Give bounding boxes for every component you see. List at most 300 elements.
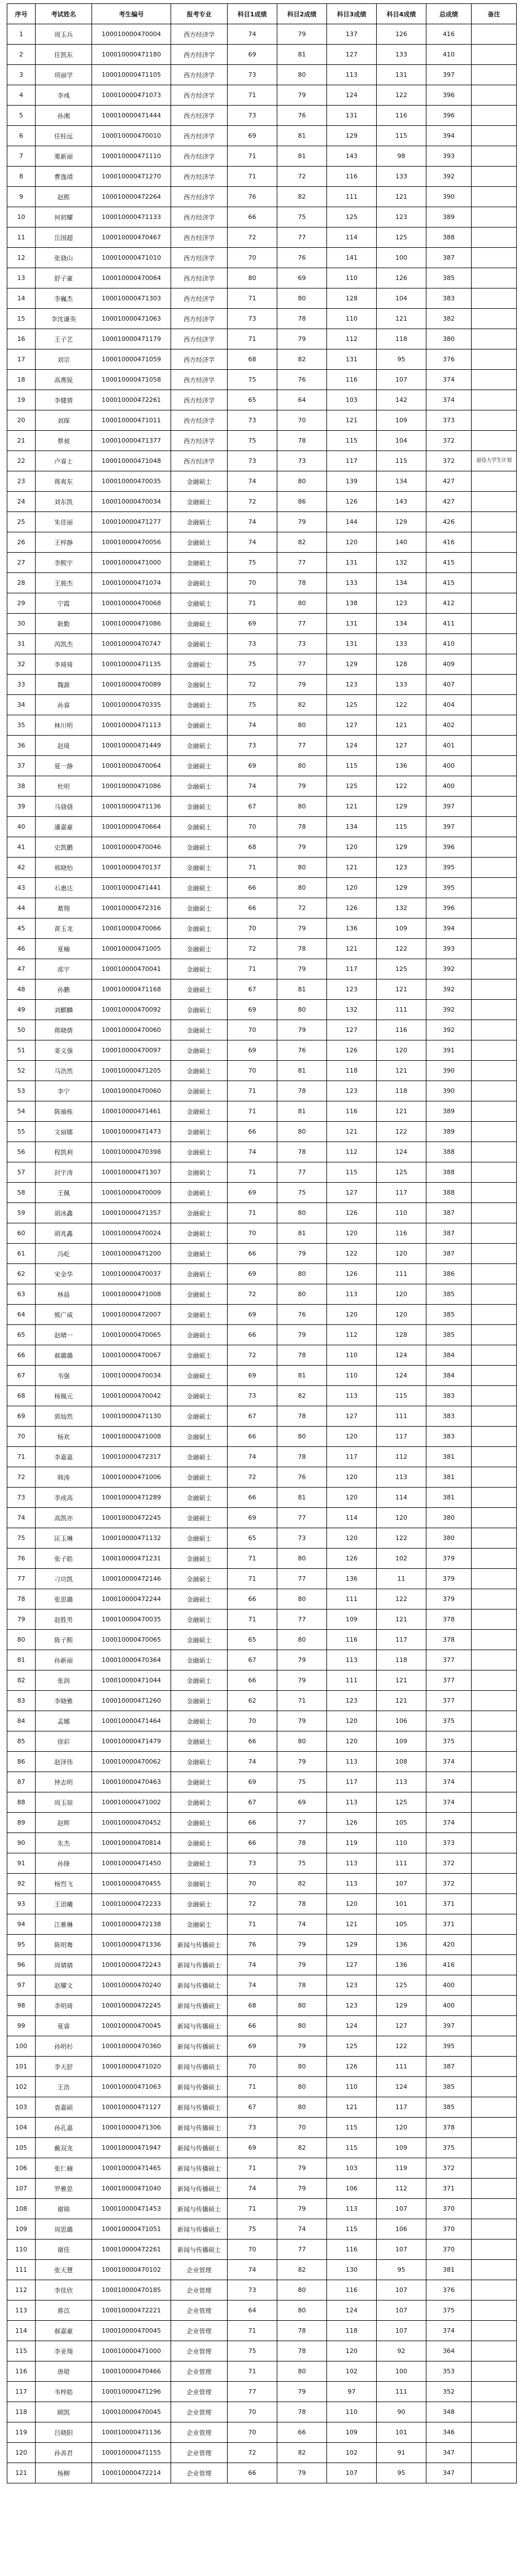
cell-total: 400 (426, 1975, 472, 1996)
table-row (7, 2280, 517, 2301)
cell-major: 金融硕士 (171, 1203, 228, 1223)
cell-note (472, 410, 517, 431)
cell-subject3: 129 (327, 654, 377, 675)
cell-subject2: 75 (277, 207, 327, 228)
cell-major: 金融硕士 (171, 1223, 228, 1244)
cell-id: 100010000470664 (92, 817, 171, 837)
cell-subject2: 78 (277, 1081, 327, 1101)
col-subject2-header: 科目2成绩 (277, 4, 327, 24)
cell-note (472, 1203, 517, 1223)
table-body (7, 24, 517, 2483)
cell-note (472, 1589, 517, 1610)
cell-seq: 75 (7, 1528, 36, 1549)
table-row (7, 532, 517, 553)
table-row (7, 898, 517, 919)
cell-subject4: 121 (377, 715, 426, 736)
cell-total: 387 (426, 2057, 472, 2077)
cell-subject1: 66 (228, 878, 277, 898)
cell-note (472, 959, 517, 979)
cell-total: 372 (426, 1853, 472, 1874)
cell-note (472, 390, 517, 410)
table-row (7, 939, 517, 959)
cell-subject3: 127 (327, 1183, 377, 1203)
cell-total: 372 (426, 451, 472, 471)
cell-name: 孟娜 (36, 1711, 92, 1731)
cell-name: 孙善君 (36, 2443, 92, 2463)
cell-total: 375 (426, 2301, 472, 2321)
cell-seq: 8 (7, 167, 36, 187)
cell-name: 姜义强 (36, 1040, 92, 1061)
table-row (7, 451, 517, 471)
cell-seq: 13 (7, 268, 36, 288)
cell-seq: 115 (7, 2341, 36, 2361)
cell-major: 金融硕士 (171, 959, 228, 979)
table-row (7, 959, 517, 979)
table-header-row (7, 4, 517, 24)
table-row (7, 1975, 517, 1996)
cell-seq: 111 (7, 2260, 36, 2280)
cell-subject1: 67 (228, 2097, 277, 2118)
cell-id: 100010000471008 (92, 1427, 171, 1447)
cell-seq: 109 (7, 2219, 36, 2240)
cell-note (472, 1406, 517, 1427)
cell-subject2: 80 (277, 878, 327, 898)
cell-subject3: 120 (327, 1223, 377, 1244)
cell-name: 赵胜男 (36, 1610, 92, 1630)
cell-subject1: 74 (228, 1752, 277, 1772)
cell-subject1: 71 (228, 167, 277, 187)
cell-major: 金融硕士 (171, 471, 228, 492)
cell-major: 金融硕士 (171, 553, 228, 573)
cell-subject4: 125 (377, 1792, 426, 1813)
cell-id: 100010000471105 (92, 65, 171, 85)
cell-subject4: 133 (377, 45, 426, 65)
cell-subject4: 98 (377, 146, 426, 167)
cell-subject1: 66 (228, 1427, 277, 1447)
cell-subject2: 80 (277, 2057, 327, 2077)
cell-major: 西方经济学 (171, 65, 228, 85)
cell-seq: 105 (7, 2138, 36, 2158)
col-major-header: 报考专业 (171, 4, 228, 24)
cell-name: 林晨 (36, 1284, 92, 1305)
cell-total: 380 (426, 1528, 472, 1549)
cell-major: 新闻与传播硕士 (171, 2057, 228, 2077)
table-row (7, 1691, 517, 1711)
cell-total: 412 (426, 593, 472, 614)
cell-note (472, 492, 517, 512)
cell-note (472, 1549, 517, 1569)
cell-subject2: 80 (277, 2280, 327, 2301)
col-id-header: 考生编号 (92, 4, 171, 24)
cell-subject4: 116 (377, 1223, 426, 1244)
table-row (7, 1020, 517, 1040)
cell-major: 金融硕士 (171, 1549, 228, 1569)
cell-subject4: 128 (377, 1325, 426, 1345)
cell-subject1: 67 (228, 979, 277, 1000)
cell-note (472, 1000, 517, 1020)
cell-seq: 48 (7, 979, 36, 1000)
cell-subject3: 113 (327, 1792, 377, 1813)
cell-subject4: 118 (377, 329, 426, 349)
cell-subject2: 78 (277, 1833, 327, 1853)
cell-subject4: 109 (377, 1731, 426, 1752)
cell-major: 企业管理 (171, 2260, 228, 2280)
cell-subject4: 127 (377, 2016, 426, 2036)
cell-id: 100010000471307 (92, 1162, 171, 1183)
cell-total: 385 (426, 2077, 472, 2097)
cell-major: 企业管理 (171, 2301, 228, 2321)
cell-id: 100010000470046 (92, 837, 171, 858)
cell-subject1: 70 (228, 2422, 277, 2443)
cell-major: 金融硕士 (171, 1589, 228, 1610)
cell-subject4: 120 (377, 2118, 426, 2138)
cell-name: 李琦琦 (36, 654, 92, 675)
cell-subject2: 80 (277, 797, 327, 817)
cell-major: 金融硕士 (171, 1508, 228, 1528)
cell-seq: 25 (7, 512, 36, 532)
cell-subject1: 66 (228, 1325, 277, 1345)
cell-subject4: 129 (377, 1996, 426, 2016)
cell-total: 392 (426, 1000, 472, 1020)
cell-name: 孙睿 (36, 695, 92, 715)
cell-subject3: 110 (327, 2402, 377, 2422)
cell-subject1: 65 (228, 1630, 277, 1650)
cell-subject3: 114 (327, 228, 377, 248)
cell-subject3: 124 (327, 2301, 377, 2321)
cell-id: 100010000472007 (92, 1305, 171, 1325)
cell-id: 100010000470037 (92, 1264, 171, 1284)
cell-major: 金融硕士 (171, 817, 228, 837)
cell-total: 393 (426, 146, 472, 167)
cell-total: 385 (426, 1305, 472, 1325)
cell-subject2: 80 (277, 2361, 327, 2382)
cell-total: 381 (426, 1467, 472, 1488)
table-row (7, 1264, 517, 1284)
cell-subject3: 129 (327, 1935, 377, 1955)
cell-id: 100010000470398 (92, 1142, 171, 1162)
cell-seq: 120 (7, 2443, 36, 2463)
cell-note (472, 1914, 517, 1935)
cell-name: 赵琦 (36, 736, 92, 756)
cell-subject1: 77 (228, 2382, 277, 2402)
cell-subject3: 106 (327, 2179, 377, 2199)
cell-note (472, 1670, 517, 1691)
cell-major: 金融硕士 (171, 634, 228, 654)
cell-total: 371 (426, 1894, 472, 1914)
cell-seq: 68 (7, 1386, 36, 1406)
cell-total: 374 (426, 390, 472, 410)
cell-note (472, 553, 517, 573)
cell-subject3: 121 (327, 1914, 377, 1935)
cell-subject4: 118 (377, 1081, 426, 1101)
cell-total: 382 (426, 309, 472, 329)
cell-seq: 84 (7, 1711, 36, 1731)
cell-total: 383 (426, 1427, 472, 1447)
cell-note (472, 207, 517, 228)
cell-id: 100010000471947 (92, 2138, 171, 2158)
cell-seq: 73 (7, 1488, 36, 1508)
cell-seq: 74 (7, 1508, 36, 1528)
cell-id: 100010000471059 (92, 349, 171, 370)
cell-subject4: 122 (377, 1589, 426, 1610)
cell-id: 100010000471002 (92, 1792, 171, 1813)
cell-id: 100010000471020 (92, 2057, 171, 2077)
cell-id: 100010000471205 (92, 1061, 171, 1081)
cell-subject4: 134 (377, 614, 426, 634)
cell-name: 曹逸靖 (36, 167, 92, 187)
cell-subject1: 74 (228, 1955, 277, 1975)
cell-subject2: 78 (277, 309, 327, 329)
cell-major: 新闻与传播硕士 (171, 2077, 228, 2097)
cell-major: 西方经济学 (171, 146, 228, 167)
cell-total: 393 (426, 939, 472, 959)
cell-name: 王骏杰 (36, 573, 92, 593)
cell-name: 高燕锐 (36, 370, 92, 390)
cell-seq: 60 (7, 1223, 36, 1244)
cell-subject3: 113 (327, 1752, 377, 1772)
cell-major: 金融硕士 (171, 1528, 228, 1549)
cell-name: 赵耀文 (36, 1975, 92, 1996)
cell-seq: 85 (7, 1731, 36, 1752)
cell-name: 熊广威 (36, 1305, 92, 1325)
cell-subject3: 110 (327, 268, 377, 288)
table-row (7, 2382, 517, 2402)
cell-subject1: 71 (228, 1549, 277, 1569)
cell-total: 387 (426, 1203, 472, 1223)
cell-total: 400 (426, 756, 472, 776)
cell-subject1: 66 (228, 2016, 277, 2036)
table-row (7, 167, 517, 187)
cell-subject4: 116 (377, 106, 426, 126)
cell-major: 西方经济学 (171, 106, 228, 126)
cell-subject1: 70 (228, 2240, 277, 2260)
cell-name: 张天慧 (36, 2260, 92, 2280)
cell-seq: 69 (7, 1406, 36, 1427)
cell-name: 杨佩元 (36, 1386, 92, 1406)
table-row (7, 593, 517, 614)
cell-major: 金融硕士 (171, 512, 228, 532)
cell-subject2: 79 (277, 2382, 327, 2402)
cell-major: 西方经济学 (171, 228, 228, 248)
cell-subject2: 78 (277, 2321, 327, 2341)
cell-seq: 30 (7, 614, 36, 634)
cell-subject4: 115 (377, 1386, 426, 1406)
cell-subject2: 80 (277, 2097, 327, 2118)
cell-name: 戴双龙 (36, 2138, 92, 2158)
cell-subject2: 78 (277, 1975, 327, 1996)
cell-note (472, 1101, 517, 1122)
cell-seq: 14 (7, 288, 36, 309)
cell-subject3: 121 (327, 939, 377, 959)
cell-subject2: 78 (277, 573, 327, 593)
cell-subject2: 78 (277, 1894, 327, 1914)
cell-subject2: 78 (277, 817, 327, 837)
cell-subject4: 95 (377, 2260, 426, 2280)
cell-subject2: 78 (277, 1142, 327, 1162)
cell-subject4: 122 (377, 776, 426, 797)
cell-subject4: 112 (377, 2179, 426, 2199)
cell-major: 西方经济学 (171, 349, 228, 370)
cell-note: 退役大学生计划 (472, 451, 517, 471)
cell-subject3: 131 (327, 349, 377, 370)
cell-subject1: 80 (228, 268, 277, 288)
cell-note (472, 2280, 517, 2301)
cell-major: 金融硕士 (171, 1914, 228, 1935)
cell-seq: 117 (7, 2382, 36, 2402)
cell-name: 李亚翔 (36, 2341, 92, 2361)
cell-note (472, 695, 517, 715)
cell-subject4: 110 (377, 1203, 426, 1223)
cell-subject2: 77 (277, 553, 327, 573)
cell-subject4: 107 (377, 2321, 426, 2341)
table-row (7, 1325, 517, 1345)
cell-note (472, 1183, 517, 1203)
cell-subject4: 129 (377, 797, 426, 817)
cell-seq: 114 (7, 2321, 36, 2341)
cell-name: 刘麒麟 (36, 1000, 92, 1020)
cell-note (472, 2240, 517, 2260)
cell-name: 高凯亦 (36, 1508, 92, 1528)
table-row (7, 2260, 517, 2280)
cell-subject4: 122 (377, 695, 426, 715)
cell-subject4: 126 (377, 268, 426, 288)
cell-note (472, 1244, 517, 1264)
cell-note (472, 837, 517, 858)
cell-subject4: 129 (377, 837, 426, 858)
cell-subject1: 74 (228, 1975, 277, 1996)
cell-note (472, 1975, 517, 1996)
cell-subject4: 121 (377, 1691, 426, 1711)
cell-major: 金融硕士 (171, 756, 228, 776)
cell-note (472, 2361, 517, 2382)
cell-total: 400 (426, 1996, 472, 2016)
cell-note (472, 1447, 517, 1467)
cell-id: 100010000471113 (92, 715, 171, 736)
cell-subject2: 75 (277, 1853, 327, 1874)
table-row (7, 1101, 517, 1122)
cell-subject1: 69 (228, 1000, 277, 1020)
cell-subject3: 113 (327, 1853, 377, 1874)
cell-subject3: 117 (327, 959, 377, 979)
cell-total: 372 (426, 1874, 472, 1894)
cell-subject4: 109 (377, 919, 426, 939)
cell-subject4: 123 (377, 593, 426, 614)
cell-subject1: 70 (228, 1061, 277, 1081)
cell-subject1: 70 (228, 573, 277, 593)
cell-subject1: 73 (228, 1853, 277, 1874)
cell-id: 100010000471135 (92, 654, 171, 675)
cell-seq: 52 (7, 1061, 36, 1081)
cell-subject4: 105 (377, 1813, 426, 1833)
table-row (7, 553, 517, 573)
cell-subject3: 115 (327, 756, 377, 776)
cell-note (472, 24, 517, 45)
cell-total: 427 (426, 471, 472, 492)
cell-subject4: 129 (377, 512, 426, 532)
cell-total: 383 (426, 1406, 472, 1427)
table-row (7, 106, 517, 126)
cell-subject1: 73 (228, 410, 277, 431)
table-row (7, 45, 517, 65)
cell-id: 100010000471074 (92, 573, 171, 593)
cell-subject4: 136 (377, 1955, 426, 1975)
cell-subject2: 79 (277, 1935, 327, 1955)
cell-name: 陈明骞 (36, 1935, 92, 1955)
cell-subject3: 103 (327, 2158, 377, 2179)
cell-id: 100010000471063 (92, 309, 171, 329)
cell-subject2: 66 (277, 2422, 327, 2443)
table-row (7, 2036, 517, 2057)
cell-subject3: 134 (327, 817, 377, 837)
cell-major: 西方经济学 (171, 431, 228, 451)
cell-id: 100010000472244 (92, 1589, 171, 1610)
cell-seq: 41 (7, 837, 36, 858)
cell-subject3: 131 (327, 106, 377, 126)
cell-id: 100010000471277 (92, 512, 171, 532)
cell-note (472, 349, 517, 370)
cell-seq: 64 (7, 1305, 36, 1325)
cell-major: 西方经济学 (171, 268, 228, 288)
cell-id: 100010000471040 (92, 2179, 171, 2199)
cell-subject4: 120 (377, 1508, 426, 1528)
cell-subject3: 110 (327, 1366, 377, 1386)
cell-subject4: 113 (377, 1772, 426, 1792)
table-row (7, 715, 517, 736)
cell-seq: 97 (7, 1975, 36, 1996)
table-row (7, 288, 517, 309)
cell-major: 金融硕士 (171, 1670, 228, 1691)
cell-id: 100010000470466 (92, 2361, 171, 2382)
cell-subject1: 66 (228, 2463, 277, 2483)
cell-subject3: 125 (327, 2036, 377, 2057)
cell-major: 金融硕士 (171, 1874, 228, 1894)
cell-seq: 70 (7, 1427, 36, 1447)
cell-subject1: 70 (228, 1223, 277, 1244)
cell-total: 387 (426, 1223, 472, 1244)
cell-id: 100010000471260 (92, 1691, 171, 1711)
cell-seq: 112 (7, 2280, 36, 2301)
cell-name: 李熙宇 (36, 553, 92, 573)
cell-subject4: 111 (377, 1406, 426, 1427)
cell-major: 新闻与传播硕士 (171, 2199, 228, 2219)
table-row (7, 1731, 517, 1752)
cell-seq: 101 (7, 2057, 36, 2077)
table-row (7, 2321, 517, 2341)
cell-major: 金融硕士 (171, 695, 228, 715)
cell-subject3: 131 (327, 553, 377, 573)
cell-total: 388 (426, 1183, 472, 1203)
cell-subject2: 73 (277, 634, 327, 654)
table-row (7, 2057, 517, 2077)
cell-note (472, 2321, 517, 2341)
cell-note (472, 1813, 517, 1833)
cell-seq: 86 (7, 1752, 36, 1772)
cell-note (472, 1874, 517, 1894)
cell-subject4: 107 (377, 2240, 426, 2260)
cell-subject3: 120 (327, 878, 377, 898)
cell-note (472, 2301, 517, 2321)
cell-name: 郭灿然 (36, 1406, 92, 1427)
cell-id: 100010000471063 (92, 2077, 171, 2097)
cell-subject1: 70 (228, 1020, 277, 1040)
table-row (7, 2240, 517, 2260)
cell-name: 郝璐璐 (36, 1345, 92, 1366)
cell-subject3: 123 (327, 1996, 377, 2016)
cell-id: 100010000470364 (92, 1650, 171, 1670)
cell-major: 西方经济学 (171, 126, 228, 146)
cell-subject3: 115 (327, 2219, 377, 2240)
cell-seq: 102 (7, 2077, 36, 2097)
